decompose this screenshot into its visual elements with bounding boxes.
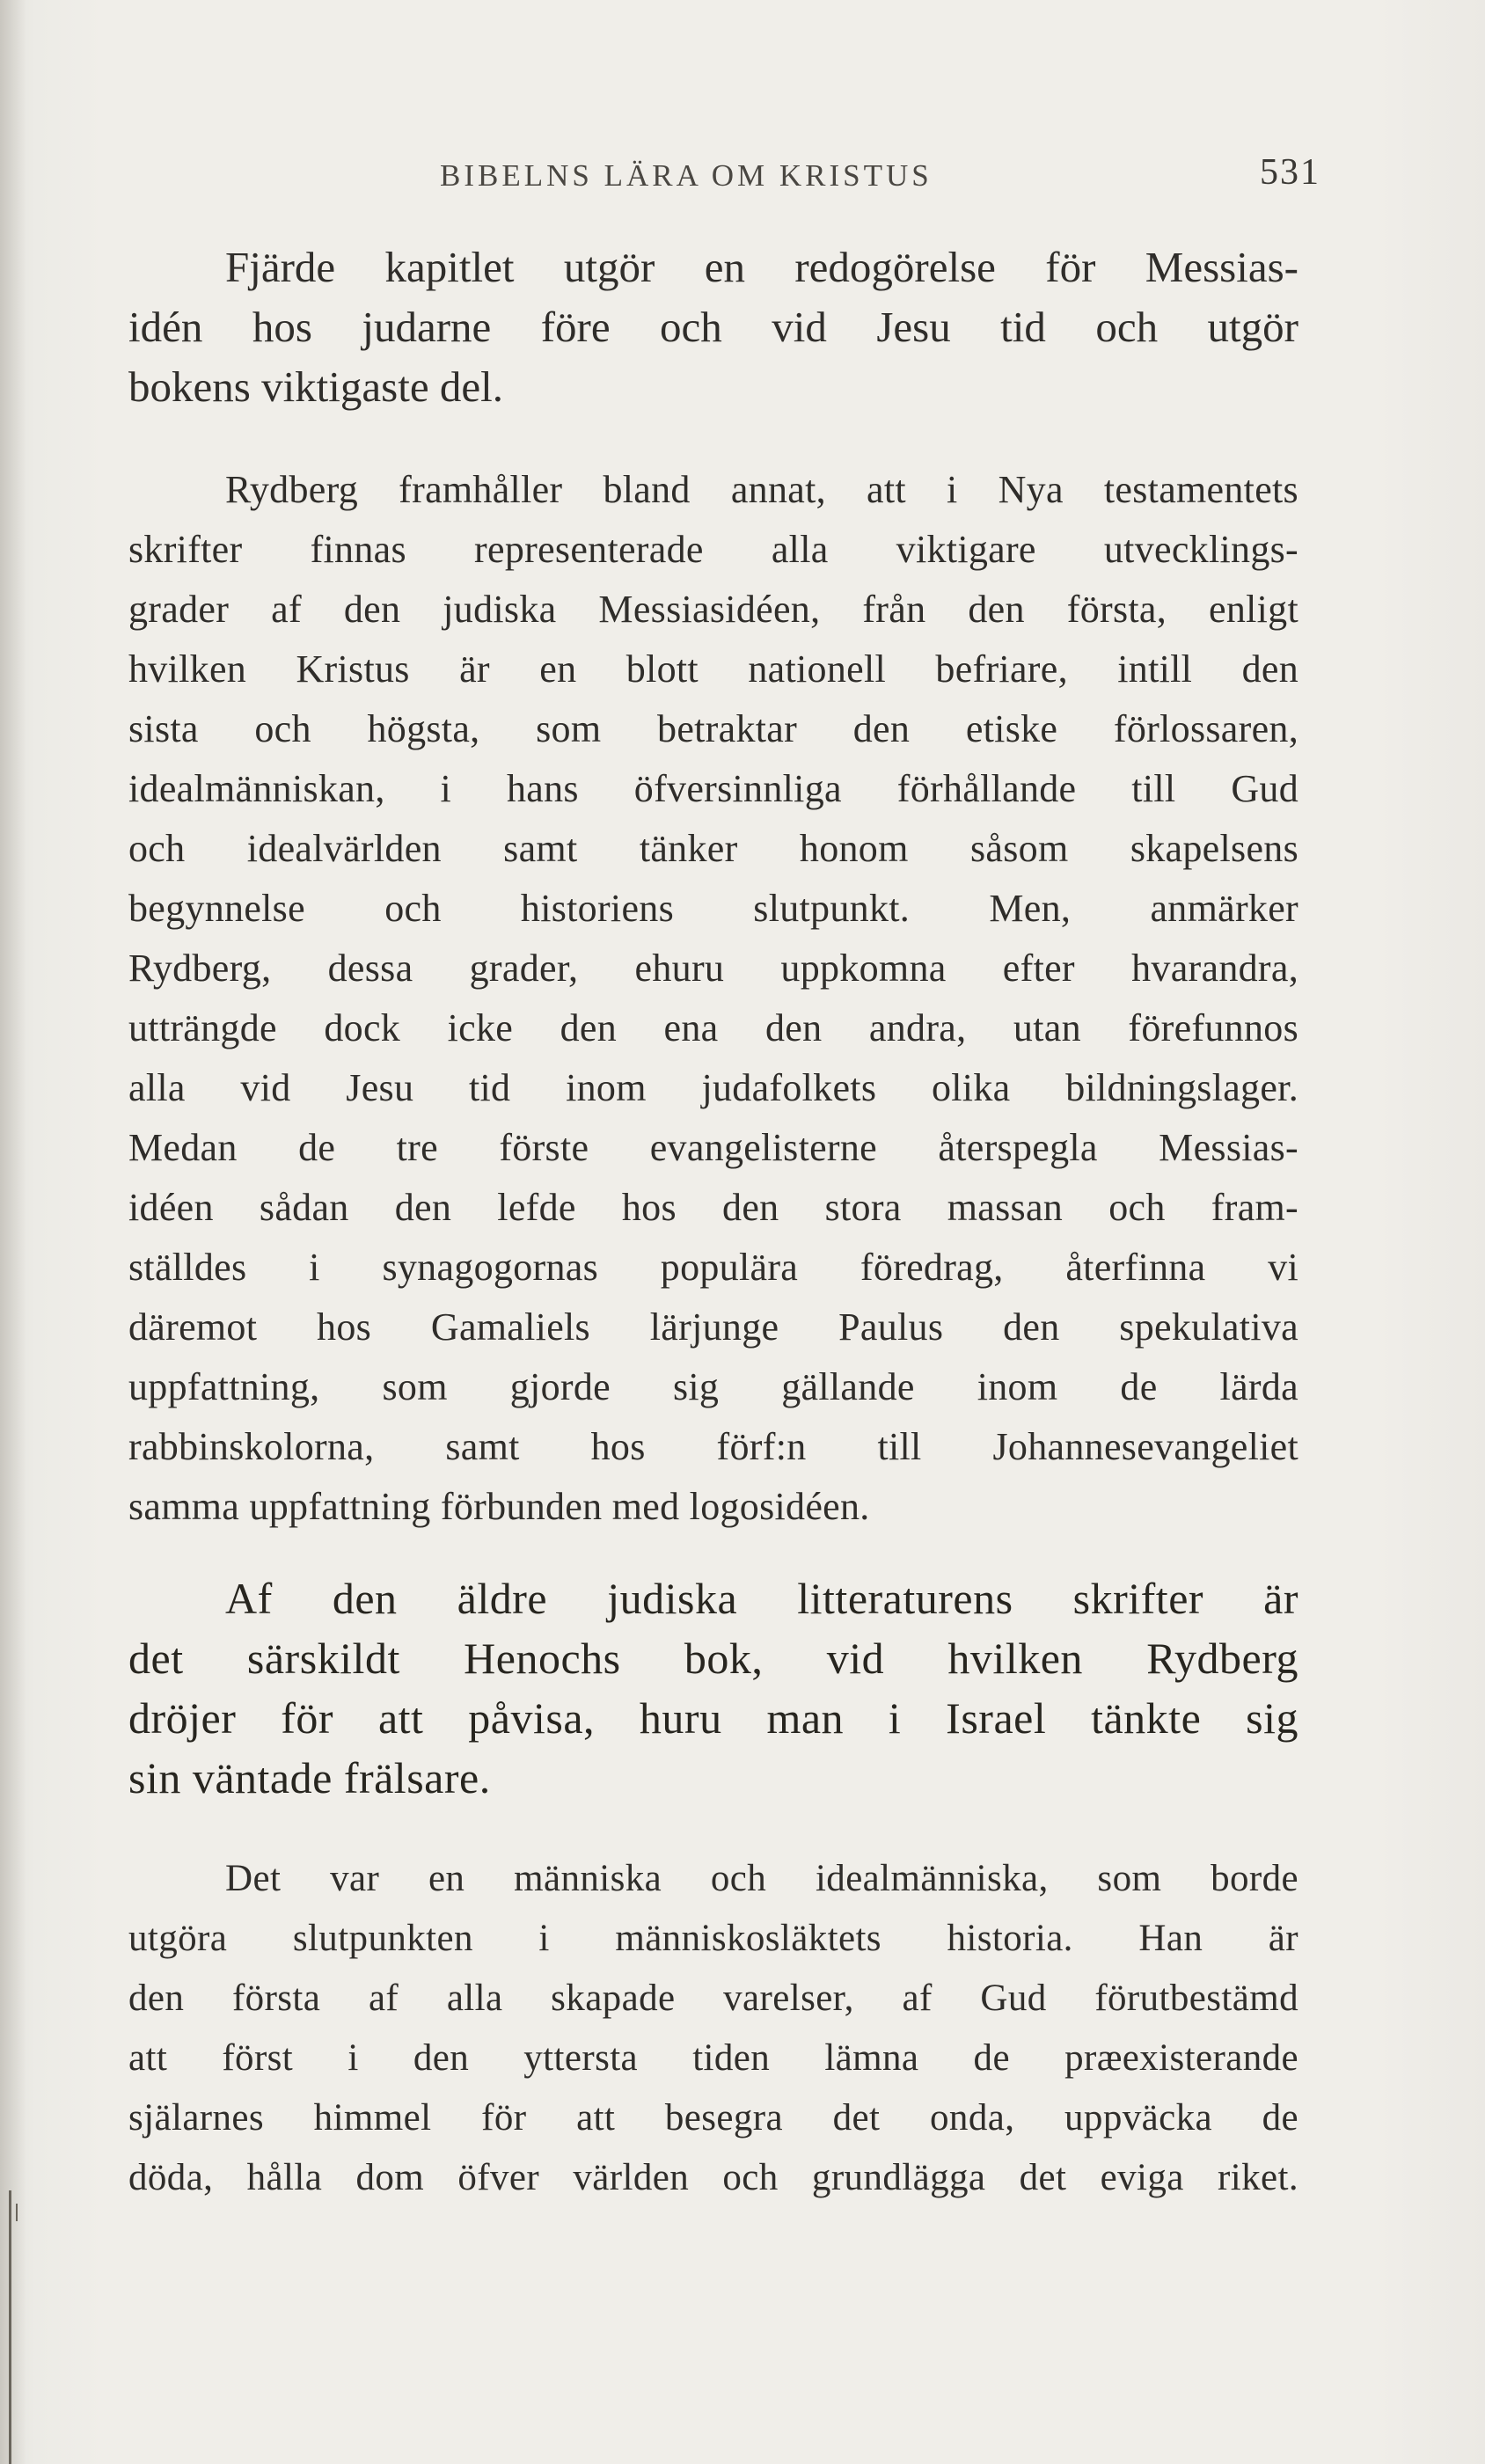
- text-line: begynnelse och historiens slutpunkt. Men, anmärker: [128, 887, 1298, 930]
- text-line: utträngde dock icke den ena den andra, utan förefunnos: [128, 1006, 1298, 1049]
- text-line: Rydberg, dessa grader, ehuru uppkomna efter hvarandra,: [128, 947, 1298, 990]
- text-line: Af den äldre judiska litteraturens skrifter är: [225, 1574, 1298, 1623]
- text-line: idén hos judarne före och vid Jesu tid och utgör: [128, 303, 1298, 351]
- text-line: ställdes i synagogornas populära föredrag, återfinna vi: [128, 1246, 1298, 1289]
- paragraph-2: [128, 460, 1298, 1537]
- text-line: alla vid Jesu tid inom judafolkets olika bildningslager.: [128, 1066, 1298, 1109]
- text-line: utgöra slutpunkten i människosläktets historia. Han är: [128, 1918, 1298, 1959]
- text-line: bokens viktigaste del.: [128, 362, 503, 411]
- text-line: Fjärde kapitlet utgör en redogörelse för Messias-: [225, 243, 1298, 291]
- binding-mark: [9, 2190, 11, 2464]
- page-number: 531: [1260, 152, 1320, 193]
- text-line: Det var en människa och idealmänniska, som borde: [225, 1858, 1298, 1899]
- binding-shadow: [0, 0, 26, 2464]
- text-line: att först i den yttersta tiden lämna de præexisterande: [128, 2037, 1298, 2079]
- text-line: uppfattning, som gjorde sig gällande inom de lärda: [128, 1365, 1298, 1408]
- text-line: idealmänniskan, i hans öfversinnliga förhållande till Gud: [128, 767, 1298, 810]
- text-line: sista och högsta, som betraktar den etiske förlossaren,: [128, 707, 1298, 750]
- paragraph-4: [128, 1849, 1298, 2208]
- text-line: Rydberg framhåller bland annat, att i Nya testamentets: [225, 468, 1298, 511]
- running-head: BIBELNS LÄRA OM KRISTUS: [440, 158, 933, 193]
- text-line: sin väntade frälsare.: [128, 1753, 491, 1802]
- paragraph-3: [128, 1568, 1298, 1808]
- text-line: den första af alla skapade varelser, af Gud förutbestämd: [128, 1978, 1298, 2019]
- text-line: däremot hos Gamaliels lärjunge Paulus den spekulativa: [128, 1305, 1298, 1349]
- paragraph-1: [128, 238, 1298, 417]
- text-line: Medan de tre förste evangelisterne återspegla Messias-: [128, 1126, 1298, 1169]
- text-line: samma uppfattning förbunden med logosidéen.: [128, 1485, 870, 1528]
- text-line: det särskildt Henochs bok, vid hvilken Rydberg: [128, 1634, 1298, 1683]
- binding-mark: [16, 2204, 18, 2221]
- text-line: grader af den judiska Messiasidéen, från den första, enligt: [128, 588, 1298, 631]
- text-line: dröjer för att påvisa, huru man i Israel tänkte sig: [128, 1693, 1298, 1743]
- text-line: skrifter finnas representerade alla viktigare utvecklings-: [128, 528, 1298, 571]
- text-line: döda, hålla dom öfver världen och grundlägga det eviga riket.: [128, 2157, 1298, 2198]
- text-line: själarnes himmel för att besegra det onda, uppväcka de: [128, 2097, 1298, 2139]
- text-line: hvilken Kristus är en blott nationell befriare, intill den: [128, 647, 1298, 691]
- text-line: idéen sådan den lefde hos den stora massan och fram-: [128, 1186, 1298, 1229]
- text-line: och idealvärlden samt tänker honom såsom skapelsens: [128, 827, 1298, 870]
- text-line: rabbinskolorna, samt hos förf:n till Johannesevangeliet: [128, 1425, 1298, 1468]
